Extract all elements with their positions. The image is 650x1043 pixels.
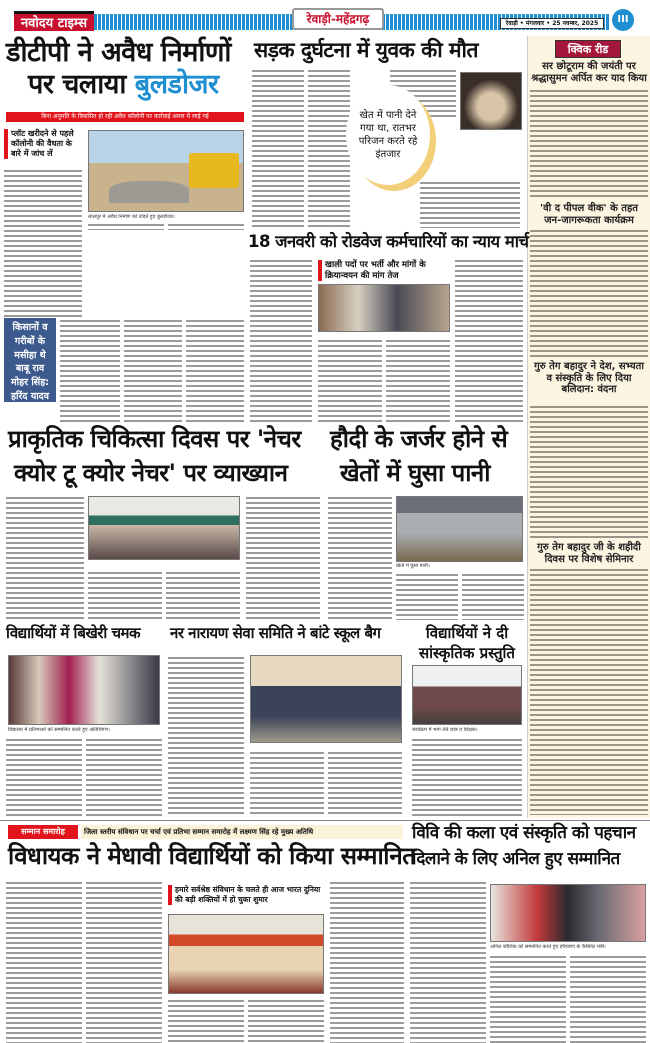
accident-body-col4 xyxy=(420,180,520,228)
edition-tab: रेवाड़ी-महेंद्रगढ़ xyxy=(292,8,384,30)
accident-body-col2 xyxy=(308,68,350,228)
lead-subhead: प्लॉट खरीदने से पहले कॉलोनी की वैधता के बारे में जांच लें xyxy=(4,129,84,159)
row3-body-col1 xyxy=(6,737,82,817)
lead-strap: बिना अनुमति के विकसित हो रही अवैध कॉलोनी पर कार्रवाई अमल में लाई गई xyxy=(6,112,244,122)
samman-body-col3 xyxy=(168,998,244,1043)
kisan-body-col1 xyxy=(60,318,120,423)
quick-read-item-2-body xyxy=(530,228,648,358)
samman-body-col4 xyxy=(248,998,324,1043)
row3-headline-3: विद्यार्थियों ने दी सांस्कृतिक प्रस्तुति xyxy=(419,624,515,662)
bulldozer-caption: लालपुर में अवैध निर्माण को तोड़ते हुए बुलडोजर। xyxy=(88,214,175,220)
haudi-photo xyxy=(396,496,523,562)
quote-bubble: खेत में पानी देने गया था, रातभर परिजन करते रहे इंतजार xyxy=(346,85,430,185)
nature-body-col2 xyxy=(88,570,162,620)
row3-photo-2 xyxy=(250,655,402,743)
vivi-headline-line2: दिलाने के लिए अनिल हुए सम्मानित xyxy=(412,849,620,869)
samman-label: सम्मान समारोह xyxy=(8,825,78,839)
row3-body-col4 xyxy=(250,750,324,817)
haudi-body-col1 xyxy=(328,495,392,620)
haudi-body-col2 xyxy=(396,572,458,620)
accident-photo xyxy=(460,72,522,130)
roadways-body-col4 xyxy=(455,258,523,423)
bulldozer-photo xyxy=(88,130,244,212)
row3-caption-1: विद्यालय में प्रतिभाओं को सम्मानित करते हुए अतिथिगण। xyxy=(8,727,110,733)
nature-headline-line1: प्राकृतिक चिकित्सा दिवस पर 'नेचर xyxy=(8,425,301,453)
row3-photo-1 xyxy=(8,655,160,725)
vivi-body-col2 xyxy=(490,954,566,1043)
nature-body-col1 xyxy=(6,495,84,620)
roadways-body-col1 xyxy=(250,258,312,423)
nature-photo xyxy=(88,496,240,560)
vivi-photo xyxy=(490,884,646,942)
vivi-caption: अनिल कौशिक को सम्मानित करते हुए हरियाणा के कैबिनेट मंत्री। xyxy=(490,944,606,950)
lead-headline-line2 xyxy=(28,70,219,100)
nature-body-col4 xyxy=(246,495,320,620)
samman-body-col1 xyxy=(6,880,82,1043)
roadways-headline: 18 जनवरी को रोडवेज कर्मचारियों का न्याय मार्च xyxy=(248,232,529,251)
row3-body-col5 xyxy=(328,750,402,817)
lead-headline-2b: बुलडोजर xyxy=(134,69,219,100)
samman-body-col5 xyxy=(330,880,404,1043)
lead-body-col1 xyxy=(4,168,82,318)
quick-read-label: क्विक रीड xyxy=(555,40,621,58)
quick-read-item-4-body xyxy=(530,567,648,815)
row3-caption-3: कार्यक्रम में भाग लेते छात्र व शिक्षक। xyxy=(412,727,478,733)
haudi-headline-line2: खेतों में घुसा पानी xyxy=(340,459,490,487)
vivi-body-col1 xyxy=(410,880,486,1043)
rubble-shape xyxy=(109,181,189,203)
roadways-body-col2 xyxy=(318,338,382,423)
row3-body-col6 xyxy=(412,737,522,817)
quick-read-item-1-body xyxy=(530,88,648,200)
accident-body-col1 xyxy=(252,68,304,228)
quick-read-item-3-title: गुरु तेग बहादुर ने देश, सभ्यता व संस्कृति के लिए दिया बलिदान: वंदना xyxy=(534,361,644,395)
lead-headline-line1: डीटीपी ने अवैध निर्माणों xyxy=(6,37,231,68)
roadways-body-col3 xyxy=(386,338,450,423)
nature-headline-line2: क्योर टू क्योर नेचर' पर व्याख्यान xyxy=(14,459,288,487)
haudi-caption: खेतों में घुसा पानी। xyxy=(396,563,430,569)
samman-strap: जिला स्तरीय संविधान पर चर्चा एवं प्रतिभा सम्मान समारोह में लक्ष्मण सिंह रहे मुख्य अतिथि xyxy=(81,825,403,839)
vivi-body-col3 xyxy=(570,954,646,1043)
nature-body-col3 xyxy=(166,570,240,620)
roadways-photo xyxy=(318,284,450,332)
samman-photo xyxy=(168,914,324,994)
lead-headline-2a: पर चलाया xyxy=(28,69,135,100)
row3-headline-2: नर नारायण सेवा समिति ने बांटे स्कूल बैग xyxy=(170,624,381,642)
kisan-box: किसानों व गरीबों के मसीहा थे बाबू राव मोहर सिंह: हरिंद यादव xyxy=(4,318,56,402)
lead-body-col2 xyxy=(88,222,164,230)
quick-read-item-4-title: गुरु तेग बहादुर जी के शहीदी दिवस पर विशेष सेमिनार xyxy=(537,542,641,565)
samman-body-col2 xyxy=(86,880,162,1043)
row3-headline-1: विद्यार्थियों में बिखेरी चमक xyxy=(6,624,141,642)
haudi-body-col3 xyxy=(462,572,524,620)
accident-headline: सड़क दुर्घटना में युवक की मौत xyxy=(254,38,478,62)
quick-read-item-1-title: सर छोटूराम की जयंती पर श्रद्धासुमन अर्पित कर याद किया xyxy=(531,61,647,84)
samman-headline: विधायक ने मेधावी विद्यार्थियों को किया सम्मानित xyxy=(8,842,416,870)
page-number: III xyxy=(612,9,634,31)
bottom-divider xyxy=(0,820,650,821)
bulldozer-shape xyxy=(189,153,239,188)
samman-subhead: हमारे सर्वश्रेष्ठ संविधान के चलते ही आज भारत दुनिया की बड़ी शक्तियों में हो चुका शुमार xyxy=(168,885,324,905)
row3-body-col3 xyxy=(168,655,244,817)
quick-read-item-3-body xyxy=(530,404,648,538)
vivi-headline-line1: विवि की कला एवं संस्कृति को पहचान xyxy=(412,823,636,843)
row3-body-col2 xyxy=(86,737,162,817)
lead-body-col3 xyxy=(168,222,244,230)
roadways-subhead: खाली पदों पर भर्ती और मांगों के क्रियान्वयन की मांग तेज xyxy=(318,260,442,281)
masthead xyxy=(0,0,650,36)
logo: नवोदय टाइम्स xyxy=(14,11,94,31)
dateline: रेवाड़ी • मंगलवार • 25 नवम्बर, 2025 xyxy=(500,18,604,29)
row3-photo-3 xyxy=(412,665,522,725)
quick-read-item-2-title: 'वी द पीपल वीक' के तहत जन-जागरूकता कार्यक्रम xyxy=(540,203,638,226)
haudi-headline-line1: हौदी के जर्जर होने से xyxy=(330,425,508,453)
kisan-body-col3 xyxy=(186,318,244,423)
kisan-body-col2 xyxy=(124,318,182,423)
